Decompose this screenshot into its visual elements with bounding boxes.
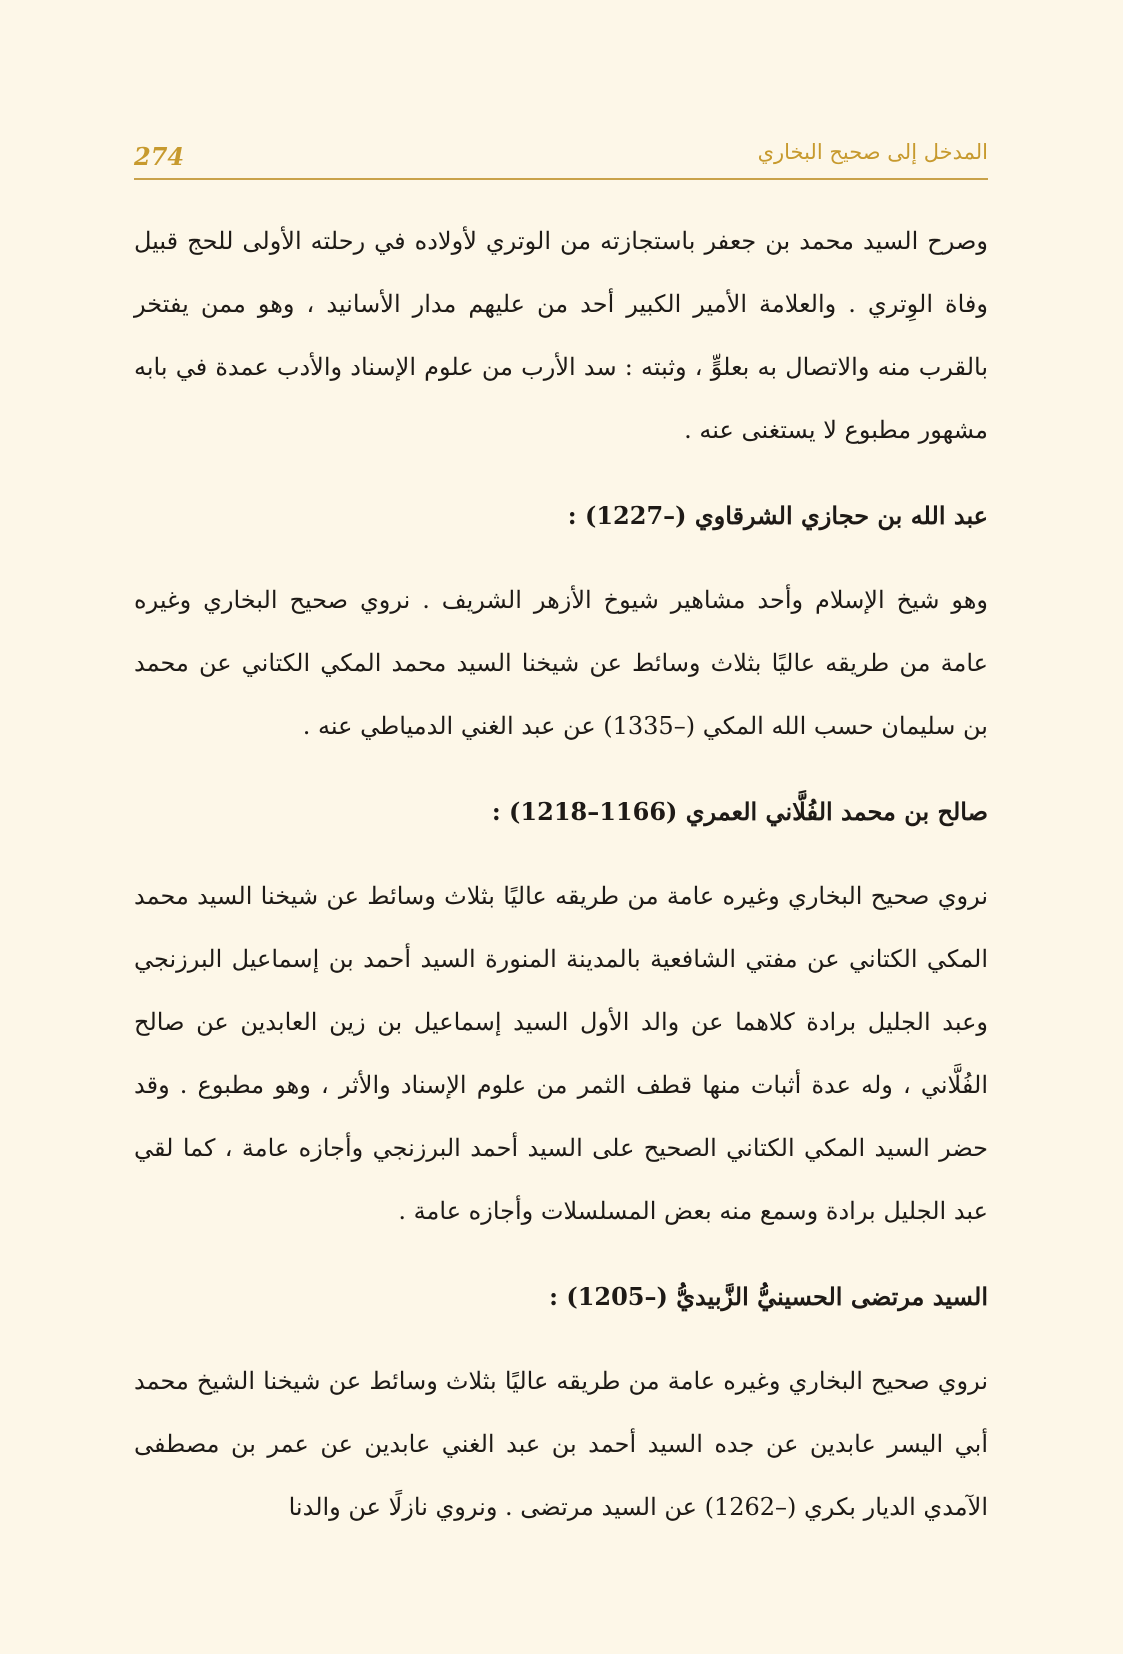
page-header	[134, 132, 988, 180]
heading-fullani: صالح بن محمد الفُلَّاني العمري (1166–1218) :	[491, 797, 988, 826]
page-number: 274	[134, 142, 185, 171]
paragraph-fullani: نروي صحيح البخاري وغيره عامة من طريقه عاليًا بثلاث وسائط عن شيخنا السيد محمد المكي الكتاني عن مفتي الشافعية بالمدينة المنورة السيد أحمد بن إسماعيل البرزنجي وعبد الجليل برادة كلاهما عن والد الأول السيد إسماعيل بن زين العابدين عن صالح الفُلَّاني ، وله عدة أثبات منها قطف الثمر من علوم الإسناد والأثر ، وهو مطبوع . وقد حضر السيد المكي الكتاني الصحيح على السيد أحمد البرزنجي وأجازه عامة ، كما لقي عبد الجليل برادة وسمع منه بعض المسلسلات وأجازه عامة .	[134, 882, 988, 1225]
paragraph-sharqawi: وهو شيخ الإسلام وأحد مشاهير شيوخ الأزهر الشريف . نروي صحيح البخاري وغيره عامة من طريقه عاليًا بثلاث وسائط عن شيخنا السيد محمد المكي الكتاني عن محمد بن سليمان حسب الله المكي (–1335) عن عبد الغني الدمياطي عنه .	[134, 586, 988, 740]
heading-zabidi: السيد مرتضى الحسينيُّ الزَّبيديُّ (–1205) :	[549, 1282, 988, 1311]
page-body	[134, 210, 988, 1561]
heading-sharqawi: عبد الله بن حجازي الشرقاوي (–1227) :	[567, 501, 988, 530]
header-divider	[134, 178, 988, 180]
paragraph-zabidi: نروي صحيح البخاري وغيره عامة من طريقه عاليًا بثلاث وسائط عن شيخنا الشيخ محمد أبي اليسر عابدين عن جده السيد أحمد بن عبد الغني عابدين عن عمر بن مصطفى الآمدي الديار بكري (–1262) عن السيد مرتضى . ونروي نازلًا عن والدنا	[134, 1367, 988, 1521]
running-title: المدخل إلى صحيح البخاري	[757, 140, 988, 164]
paragraph-wutri: وصرح السيد محمد بن جعفر باستجازته من الوتري لأولاده في رحلته الأولى للحج قبيل وفاة الوِتري . والعلامة الأمير الكبير أحد من عليهم مدار الأسانيد ، وهو ممن يفتخر بالقرب منه والاتصال به بعلوٍّ ، وثبته : سد الأرب من علوم الإسناد والأدب عمدة في بابه مشهور مطبوع لا يستغنى عنه .	[134, 227, 988, 444]
